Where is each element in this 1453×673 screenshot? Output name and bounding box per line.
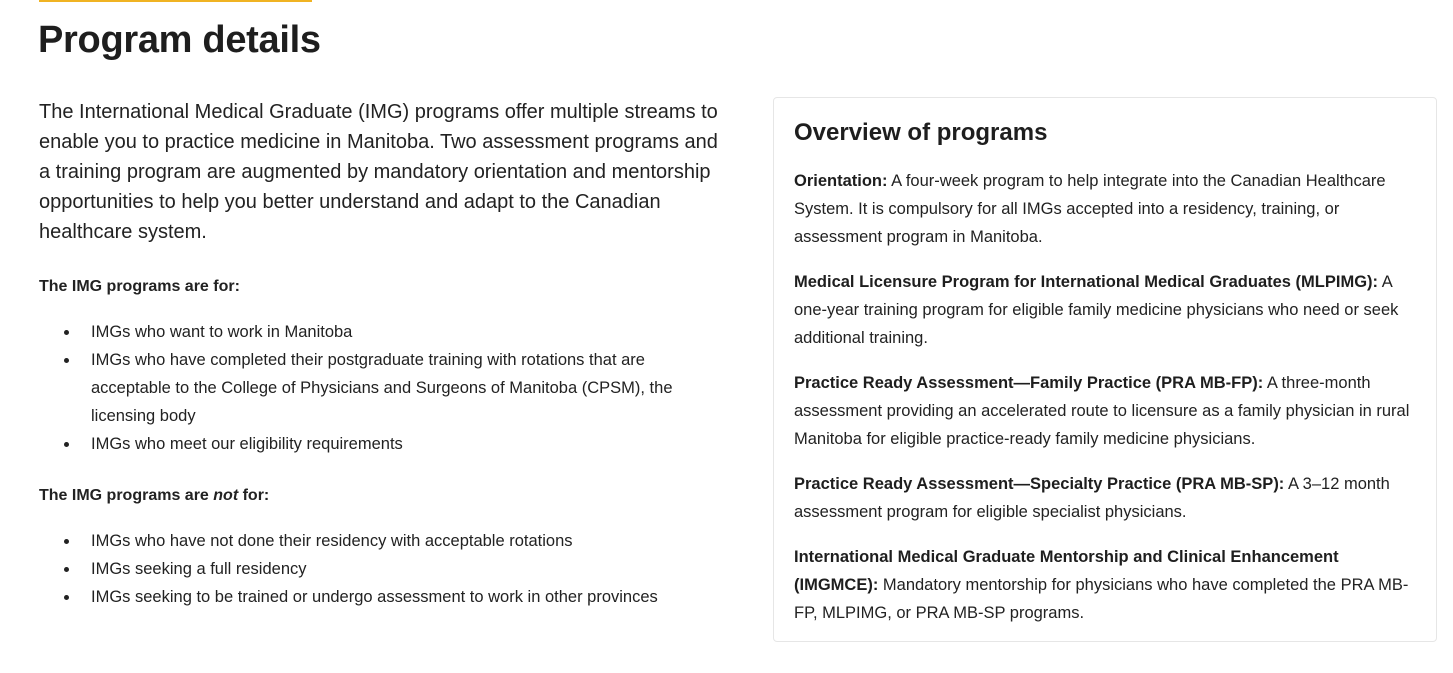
program-description-column bbox=[39, 97, 739, 611]
page-title: Program details bbox=[38, 19, 321, 61]
program-pra-mb-fp bbox=[794, 369, 1419, 453]
program-mlpimg bbox=[794, 268, 1419, 352]
overview-of-programs-card bbox=[773, 97, 1437, 642]
program-description: A one-year training program for eligible family medicine physicians who need or seek additional training. bbox=[794, 273, 1399, 347]
overview-title: Overview of programs bbox=[794, 119, 1048, 146]
program-description: A 3–12 month assessment program for eligible specialist physicians. bbox=[794, 475, 1390, 521]
programs-for-list bbox=[39, 318, 739, 458]
list-item: IMGs who want to work in Manitoba bbox=[91, 318, 701, 346]
program-name: Practice Ready Assessment—Family Practice (PRA MB-FP): bbox=[794, 374, 1264, 392]
program-name: International Medical Graduate Mentorship and Clinical Enhancement (IMGMCE): bbox=[794, 548, 1339, 594]
program-description: Mandatory mentorship for physicians who have completed the PRA MB-FP, MLPIMG, or PRA MB-SP programs. bbox=[794, 576, 1409, 622]
heading-text-after: for: bbox=[238, 487, 270, 504]
heading-text-before: The IMG programs are bbox=[39, 487, 214, 504]
program-description: A four-week program to help integrate into the Canadian Healthcare System. It is compulsory for all IMGs accepted into a residency, training, or assessment program in Manitoba. bbox=[794, 172, 1386, 246]
programs-for-heading: The IMG programs are for: bbox=[39, 278, 240, 295]
list-item: IMGs who meet our eligibility requirements bbox=[91, 430, 701, 458]
title-accent-bar bbox=[39, 0, 312, 2]
heading-emphasis: not bbox=[213, 487, 239, 504]
intro-paragraph: The International Medical Graduate (IMG) programs offer multiple streams to enable you to practice medicine in Manitoba. Two assessment programs and a training program are augmented by mandatory orientation and mentorship opportunities to help you better understand and adapt to the Canadian healthcare system. bbox=[39, 101, 718, 243]
list-item: IMGs seeking a full residency bbox=[91, 555, 701, 583]
programs-not-for-heading bbox=[39, 482, 739, 510]
program-description: A three-month assessment providing an accelerated route to licensure as a family physician in rural Manitoba for eligible practice-ready family medicine physicians. bbox=[794, 374, 1410, 448]
program-pra-mb-sp bbox=[794, 470, 1419, 526]
program-name: Practice Ready Assessment—Specialty Practice (PRA MB-SP): bbox=[794, 475, 1285, 493]
program-name: Orientation: bbox=[794, 172, 888, 190]
program-imgmce bbox=[794, 543, 1419, 627]
programs-not-for-list bbox=[39, 527, 739, 611]
program-name: Medical Licensure Program for International Medical Graduates (MLPIMG): bbox=[794, 273, 1379, 291]
list-item: IMGs who have completed their postgraduate training with rotations that are acceptable to the College of Physicians and Surgeons of Manitoba (CPSM), the licensing body bbox=[91, 346, 701, 430]
program-orientation bbox=[794, 167, 1419, 251]
list-item: IMGs seeking to be trained or undergo assessment to work in other provinces bbox=[91, 583, 701, 611]
list-item: IMGs who have not done their residency with acceptable rotations bbox=[91, 527, 701, 555]
